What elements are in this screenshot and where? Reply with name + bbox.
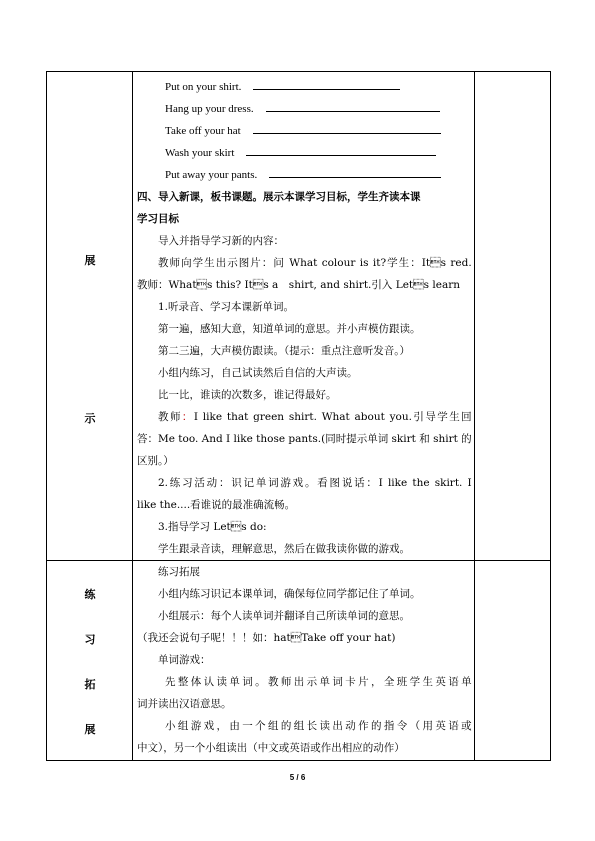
answer-line: 答：Me too. And I like those pants.(同时提示单词 skirt 和 shirt 的 [137, 433, 472, 445]
side-label-cell [47, 561, 133, 761]
practice-text: 单词游戏： [158, 654, 211, 666]
answer-blank[interactable] [253, 79, 400, 90]
command-line: Take off your hat [137, 120, 472, 142]
notes-cell [474, 561, 550, 761]
side-label-shi: 示 [84, 412, 96, 425]
step-text: 第一遍，感知大意，知道单词的意思。并小声模仿跟读。 [158, 323, 421, 335]
answer-blank[interactable] [253, 123, 441, 134]
page-number: 5 / 6 [289, 773, 306, 782]
side-label-lian: 练 [84, 588, 96, 601]
lesson-table [46, 71, 551, 761]
content-cell [133, 72, 475, 561]
content-cell [133, 561, 475, 761]
command-line: Put away your pants. [137, 164, 472, 186]
step-text: 小组内练习，自己试读然后自信的大声读。 [158, 367, 358, 379]
practice-text: 词并读出汉语意思。 [137, 698, 232, 710]
answer-blank[interactable] [269, 167, 441, 178]
notes-cell [474, 72, 550, 561]
side-label-tuo: 拓 [84, 678, 96, 691]
practice-text: 中文），另一个小组读出（中文或英语或作出相应的动作） [137, 742, 405, 754]
side-label-zhan: 展 [84, 254, 96, 267]
step-text: 第二三遍，大声模仿跟读。（提示：重点注意听发音。） [158, 345, 410, 357]
side-label-xi: 习 [84, 633, 96, 646]
practice-text: 小组展示：每个人读单词并翻译自己所读单词的意思。 [158, 610, 410, 622]
command-line: Put on your shirt. [137, 76, 472, 98]
practice-text: 先整体认读单词。教师出示单词卡片，全班学生英语单 [165, 676, 472, 688]
red-colon: ： [181, 411, 194, 423]
side-label-cell [47, 72, 133, 561]
answer-end: 区别。） [137, 455, 174, 467]
command-line: Wash your skirt [137, 142, 472, 164]
table-row-practice [47, 561, 551, 761]
step-title: 1.听录音、学习本课新单词。 [158, 301, 295, 313]
answer-blank[interactable] [246, 145, 436, 156]
section-heading: 四、导入新课，板书课题。展示本课学习目标，学生齐读本课 [137, 191, 421, 203]
step-text: 学生跟录音读，理解意思，然后在做我读你做的游戏。 [158, 543, 410, 555]
side-label-zhan2: 展 [84, 723, 96, 736]
dialog-line: 教师向学生出示图片：问 What colour is it?学生：Its red. [158, 257, 472, 269]
answer-blank[interactable] [266, 101, 440, 112]
step-text: like the....看谁说的最准确流畅。 [137, 499, 296, 511]
practice-text: 小组内练习识记本课单词，确保每位同学都记住了单词。 [158, 588, 421, 600]
practice-text: 小组游戏，由一个组的组长读出动作的指令（用英语或 [165, 720, 472, 732]
section-heading-cont: 学习目标 [137, 213, 179, 225]
teacher-line: 教师：I like that green shirt. What about you.引导学生回 [158, 411, 472, 423]
step-title: 2.练习活动：识记单词游戏。看图说话：I like the skirt. I [158, 477, 472, 489]
command-line: Hang up your dress. [137, 98, 472, 120]
table-row-display [47, 72, 551, 561]
practice-text: （我还会说句子呢！！！如：hatTake off your hat) [137, 632, 396, 644]
section-title: 练习拓展 [158, 566, 200, 578]
step-text: 比一比，谁读的次数多，谁记得最好。 [158, 389, 337, 401]
dialog-line: 教师：Whats this? Its a shirt, and shirt.引入 Lets learn [137, 279, 460, 291]
step-title: 3.指导学习 Lets do: [158, 521, 267, 533]
intro-text: 导入并指导学习新的内容： [158, 235, 284, 247]
